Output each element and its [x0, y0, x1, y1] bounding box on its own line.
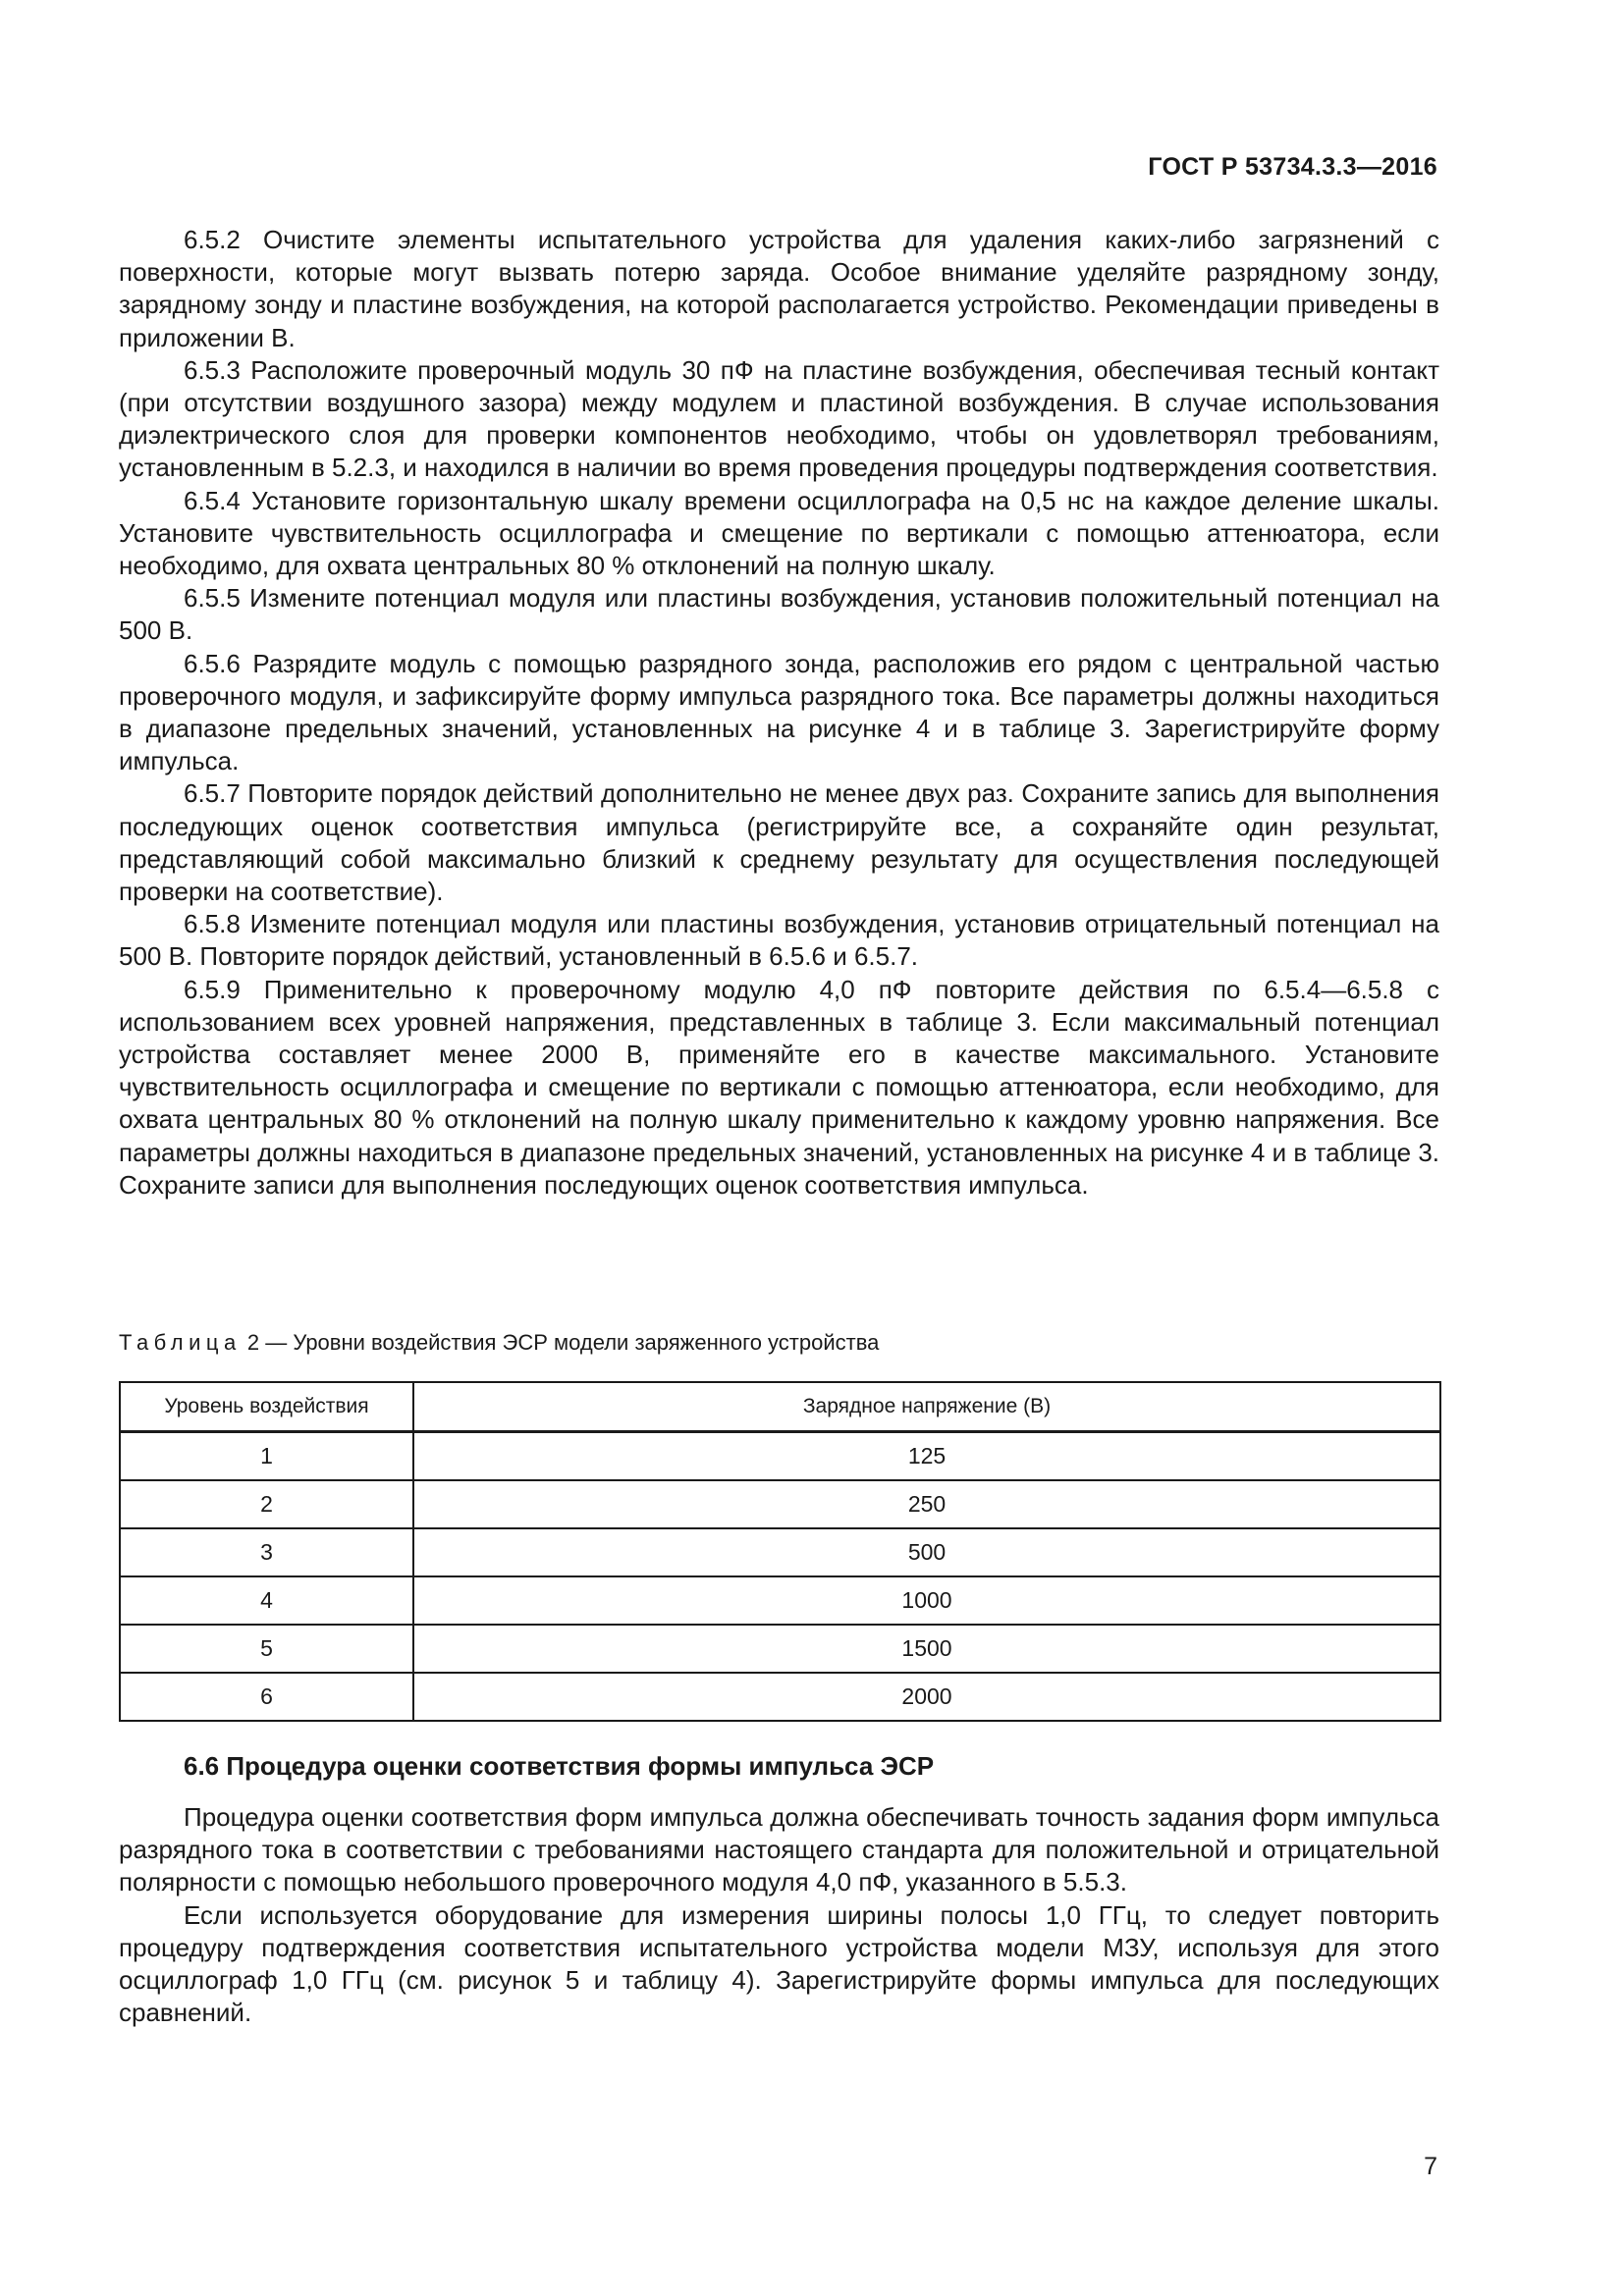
table-row: [120, 1432, 1440, 1481]
paragraph-6-5-9: 6.5.9 Применительно к проверочному модулю 4,0 пФ повторите действия по 6.5.4—6.5.8 с использованием всех уровней напряжения, представленных в таблице 3. Если максимальный потенциал устройства составляет менее 2000 В, применяйте его в качестве максимального. Установите чувствительность осциллографа и смещение по вертикали с помощью аттенюатора, если необходимо, для охвата центральных 80 % отклонений на полную шкалу применительно к каждому уровню напряжения. Все параметры должны находиться в диапазоне предельных значений, установленных на рисунке 4 и в таблице 3. Сохраните записи для выполнения последующих оценок соответствия импульса.: [119, 974, 1439, 1200]
table-row: [120, 1528, 1440, 1576]
cell-level: 4: [120, 1576, 413, 1625]
cell-voltage: 500: [413, 1528, 1440, 1576]
page-number: 7: [1424, 2153, 1437, 2180]
table-header-row: [120, 1382, 1440, 1432]
cell-voltage: 2000: [413, 1673, 1440, 1721]
paragraph-6-5-3: 6.5.3 Расположите проверочный модуль 30 пФ на пластине возбуждения, обеспечивая тесный контакт (при отсутствии воздушного зазора) между модулем и пластиной возбуждения. В случае использования диэлектрического слоя для проверки компонентов необходимо, чтобы он удовлетворял требованиям, установленным в 5.2.3, и находился в наличии во время проведения процедуры подтверждения соответствия.: [119, 354, 1439, 483]
esd-levels-table: [119, 1381, 1441, 1722]
table-caption-label: Таблица: [119, 1330, 242, 1355]
section-paragraph: Процедура оценки соответствия форм импульса должна обеспечивать точность задания форм импульса разрядного тока в соответствии с требованиями настоящего стандарта для положительной и отрицательной полярности с помощью небольшого проверочного модуля 4,0 пФ, указанного в 5.5.3.: [119, 1802, 1439, 1897]
table-row: [120, 1673, 1440, 1721]
cell-voltage: 1500: [413, 1625, 1440, 1673]
section-body: [119, 1801, 1439, 2029]
header-voltage: Зарядное напряжение (В): [413, 1382, 1440, 1432]
cell-level: 2: [120, 1480, 413, 1528]
table-caption-text: 2 — Уровни воздействия ЭСР модели заряженного устройства: [241, 1330, 880, 1355]
procedure-steps: [119, 224, 1439, 1201]
cell-voltage: 250: [413, 1480, 1440, 1528]
cell-level: 1: [120, 1432, 413, 1481]
section-title: 6.6 Процедура оценки соответствия формы импульса ЭСР: [184, 1751, 935, 1781]
cell-voltage: 125: [413, 1432, 1440, 1481]
cell-level: 5: [120, 1625, 413, 1673]
table-row: [120, 1625, 1440, 1673]
cell-voltage: 1000: [413, 1576, 1440, 1625]
table-row: [120, 1576, 1440, 1625]
paragraph-6-5-4: 6.5.4 Установите горизонтальную шкалу времени осциллографа на 0,5 нс на каждое деление шкалы. Установите чувствительность осциллографа и смещение по вертикали с помощью аттенюатора, если необходимо, для охвата центральных 80 % отклонений на полную шкалу.: [119, 485, 1439, 581]
paragraph-6-5-5: 6.5.5 Измените потенциал модуля или пластины возбуждения, установив положительный потенциал на 500 В.: [119, 583, 1439, 646]
header-level: Уровень воздействия: [120, 1382, 413, 1432]
paragraph-6-5-7: 6.5.7 Повторите порядок действий дополнительно не менее двух раз. Сохраните запись для выполнения последующих оценок соответствия импульса (регистрируйте все, а сохраняйте один результат, представляющий собой максимально близкий к среднему результату для осуществления последующей проверки на соответствие).: [119, 778, 1439, 907]
section-paragraph: Если используется оборудование для измерения ширины полосы 1,0 ГГц, то следует повторить процедуру подтверждения соответствия испытательного устройства модели МЗУ, используя для этого осциллограф 1,0 ГГц (см. рисунок 5 и таблицу 4). Зарегистрируйте формы импульса для последующих сравнений.: [119, 1899, 1439, 2028]
paragraph-6-5-8: 6.5.8 Измените потенциал модуля или пластины возбуждения, установив отрицательный потенциал на 500 В. Повторите порядок действий, установленный в 6.5.6 и 6.5.7.: [119, 909, 1439, 972]
document-code-header: ГОСТ Р 53734.3.3—2016: [1148, 153, 1437, 181]
table-row: [120, 1480, 1440, 1528]
cell-level: 6: [120, 1673, 413, 1721]
paragraph-6-5-6: 6.5.6 Разрядите модуль с помощью разрядного зонда, расположив его рядом с центральной частью проверочного модуля, и зафиксируйте форму импульса разрядного тока. Все параметры должны находиться в диапазоне предельных значений, установленных на рисунке 4 и в таблице 3. Зарегистрируйте форму импульса.: [119, 648, 1439, 776]
table-caption: [119, 1330, 879, 1356]
cell-level: 3: [120, 1528, 413, 1576]
paragraph-6-5-2: 6.5.2 Очистите элементы испытательного устройства для удаления каких-либо загрязнений с поверхности, которые могут вызвать потерю заряда. Особое внимание уделяйте разрядному зонду, зарядному зонду и пластине возбуждения, на которой располагается устройство. Рекомендации приведены в приложении В.: [119, 225, 1439, 352]
